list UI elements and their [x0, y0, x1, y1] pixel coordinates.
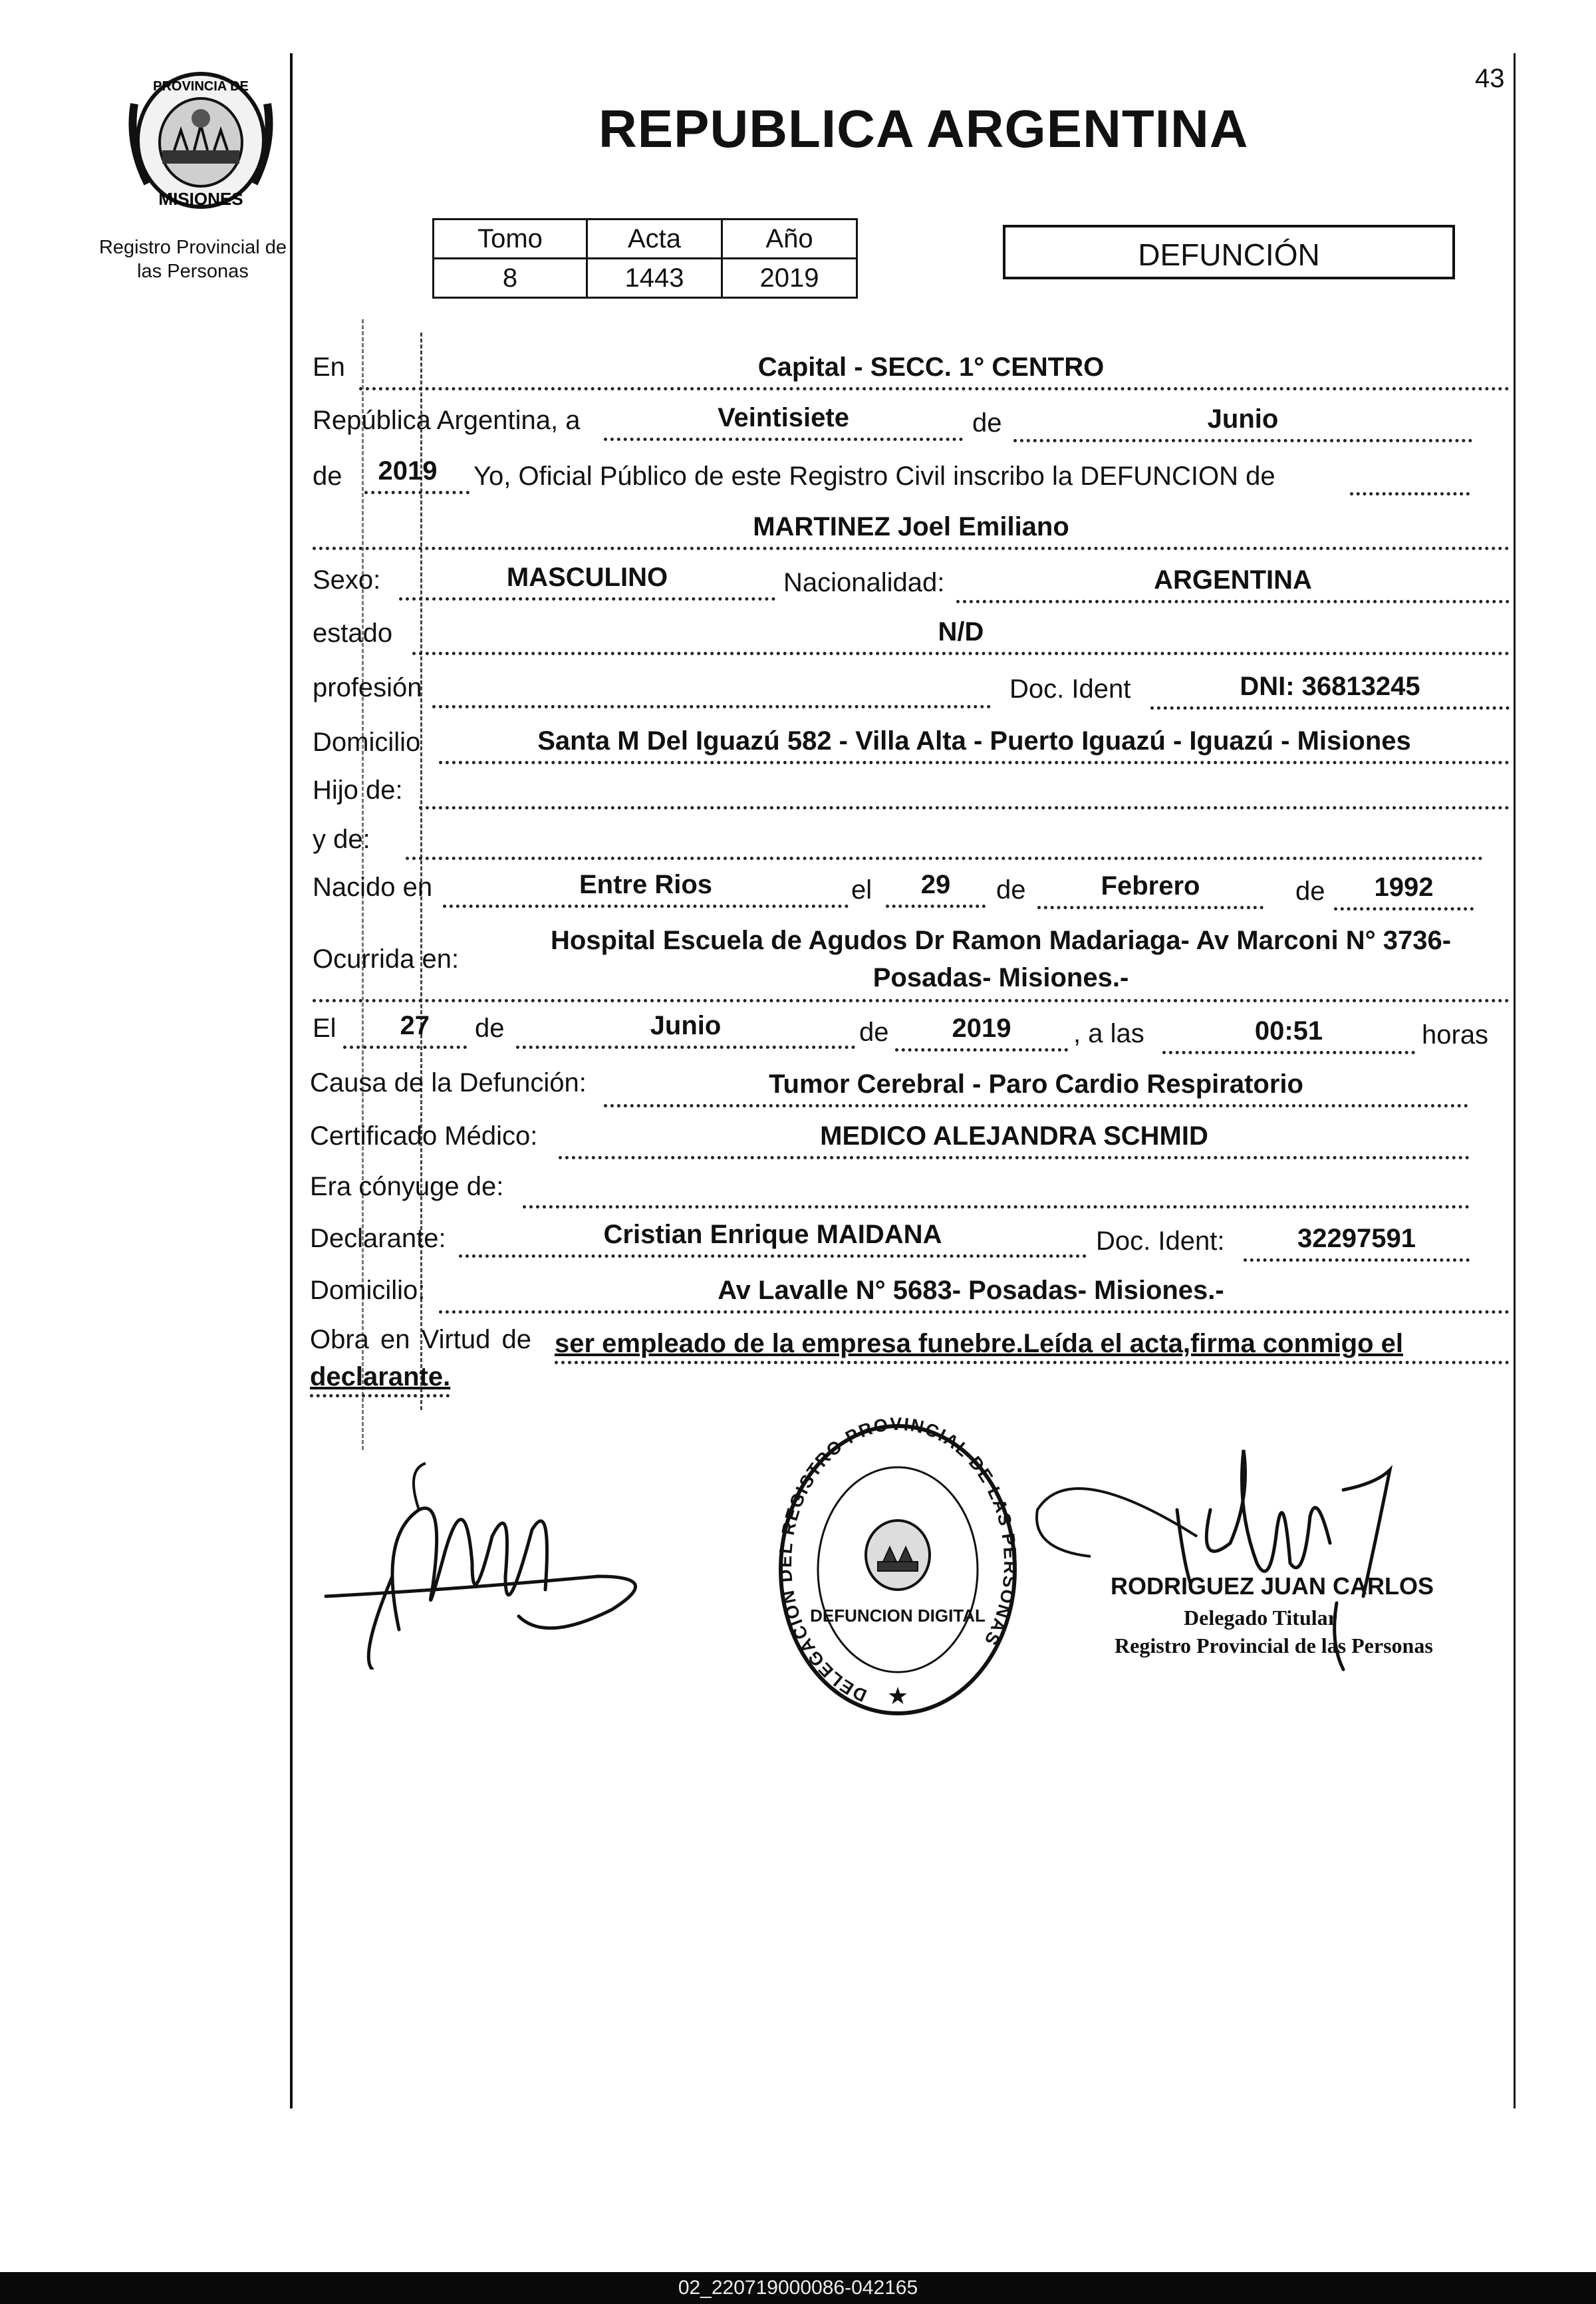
- label-nacionalidad: Nacionalidad:: [783, 568, 945, 597]
- label-de-3: de: [996, 875, 1026, 905]
- label-de-1: de: [972, 408, 1002, 438]
- dots-y-de: [406, 857, 1483, 860]
- dots-nac-mes: [1037, 906, 1264, 909]
- dots-def-dia: [343, 1046, 467, 1049]
- page-title: REPUBLICA ARGENTINA: [598, 99, 1249, 158]
- label-conyuge: Era cónyuge de:: [310, 1172, 504, 1201]
- dots-hijo-de: [419, 806, 1510, 809]
- value-def-dia: 27: [400, 1011, 430, 1040]
- label-a-las: , a las: [1073, 1019, 1144, 1048]
- value-estado: N/D: [938, 617, 984, 647]
- dots-nombre: [313, 547, 1510, 550]
- seal-outer-text: DELEGACION DEL REGISTRO PROVINCIAL DE LAS PERSONAS: [775, 1417, 1021, 1706]
- svg-text:PROVINCIA DE: PROVINCIA DE: [153, 79, 249, 94]
- label-causa: Causa de la Defunción:: [310, 1068, 587, 1097]
- document-code-footer: 02_220719000086-042165: [0, 2272, 1596, 2304]
- seal-inner-text: DEFUNCION DIGITAL: [810, 1606, 986, 1626]
- dots-declarante-domicilio: [439, 1310, 1510, 1314]
- dots-causa: [604, 1104, 1468, 1107]
- dots-def-mes: [516, 1046, 855, 1049]
- value-nac-mes: Febrero: [1101, 871, 1200, 901]
- value-def-mes: Junio: [650, 1011, 722, 1040]
- dots-dia: [604, 438, 963, 441]
- value-nac-dia: 29: [920, 870, 951, 899]
- dots-declarante: [459, 1254, 1087, 1258]
- label-horas: horas: [1422, 1020, 1489, 1050]
- value-mes: Junio: [1207, 404, 1279, 434]
- value-nombre: MARTINEZ Joel Emiliano: [753, 512, 1069, 541]
- seal-star: ★: [886, 1683, 909, 1710]
- value-certificado: MEDICO ALEJANDRA SCHMID: [820, 1121, 1208, 1151]
- label-hijo-de: Hijo de:: [313, 776, 403, 805]
- signatory-name: RODRIGUEZ JUAN CARLOS: [1111, 1572, 1434, 1600]
- acta-value: 1443: [587, 259, 722, 298]
- dots-dni: [1150, 706, 1510, 710]
- dots-oficial: [1350, 492, 1470, 496]
- province-crest: [121, 64, 281, 217]
- official-seal: [771, 1417, 1024, 1723]
- label-republica: República Argentina, a: [313, 406, 581, 435]
- dots-anio: [364, 491, 469, 494]
- dots-nacionalidad: [956, 600, 1510, 603]
- dots-declarante-doc: [1244, 1258, 1470, 1262]
- record-type-box: DEFUNCIÓN: [1003, 225, 1455, 279]
- label-oficial: Yo, Oficial Público de este Registro Civil inscribo la DEFUNCION de: [473, 462, 1275, 491]
- dots-sexo: [399, 597, 775, 601]
- registry-name: Registro Provincial de las Personas: [98, 237, 287, 282]
- official-signature: [1031, 1430, 1470, 1709]
- anio-header: Año: [722, 219, 857, 259]
- label-estado: estado: [313, 619, 393, 648]
- dots-profesion: [432, 705, 991, 708]
- label-doc-ident-2: Doc. Ident:: [1096, 1226, 1225, 1256]
- value-def-hora: 00:51: [1254, 1016, 1323, 1046]
- label-domicilio: Domicilio: [313, 728, 421, 757]
- value-nacido-en: Entre Rios: [579, 870, 713, 899]
- label-de-5: de: [475, 1014, 505, 1043]
- value-domicilio: Santa M Del Iguazú 582 - Villa Alta - Puerto Iguazú - Iguazú - Misiones: [537, 726, 1411, 756]
- value-anio: 2019: [378, 456, 438, 486]
- value-dia-letras: Veintisiete: [718, 403, 849, 432]
- value-nac-anio: 1992: [1374, 873, 1434, 902]
- label-ocurrida-en: Ocurrida en:: [313, 944, 460, 974]
- page-number: 43: [1475, 64, 1505, 93]
- value-ocurrida-2: Posadas- Misiones.-: [872, 963, 1129, 992]
- dots-lugar: [359, 387, 1510, 390]
- label-profesion: profesión: [313, 673, 422, 702]
- label-domicilio-2: Domicilio:: [310, 1276, 426, 1305]
- right-margin-line: [1514, 53, 1516, 2108]
- record-table: [432, 218, 858, 299]
- svg-text:MISIONES: MISIONES: [158, 189, 243, 209]
- value-nacionalidad: ARGENTINA: [1154, 565, 1312, 595]
- dots-nac-dia: [886, 905, 986, 908]
- anio-value: 2019: [722, 259, 857, 298]
- dots-def-anio: [895, 1048, 1068, 1052]
- label-y-de: y de:: [313, 825, 370, 854]
- dots-estado: [412, 652, 1510, 655]
- dots-closing-2: [310, 1394, 450, 1397]
- signatory-org: Registro Provincial de las Personas: [1115, 1634, 1433, 1657]
- label-sexo: Sexo:: [313, 565, 381, 595]
- label-de-6: de: [859, 1018, 889, 1047]
- value-closing-1: ser empleado de la empresa funebre.Leída el acta,firma conmigo el: [555, 1329, 1404, 1358]
- label-nacido-en: Nacido en: [313, 873, 433, 902]
- value-declarante-doc: 32297591: [1297, 1224, 1416, 1253]
- left-margin-line: [290, 53, 293, 2108]
- value-sexo: MASCULINO: [506, 563, 668, 592]
- acta-header: Acta: [587, 219, 722, 259]
- label-el: el: [851, 875, 872, 905]
- signatory-role: Delegado Titular: [1184, 1606, 1337, 1630]
- label-declarante: Declarante:: [310, 1224, 446, 1253]
- value-ocurrida-1: Hospital Escuela de Agudos Dr Ramon Madariaga- Av Marconi N° 3736-: [550, 926, 1452, 955]
- label-de-2: de: [313, 462, 342, 491]
- value-closing-2: declarante.: [310, 1362, 451, 1391]
- dots-certificado: [559, 1156, 1470, 1159]
- label-el-cap: El: [313, 1014, 336, 1043]
- value-declarante-domicilio: Av Lavalle N° 5683- Posadas- Misiones.-: [718, 1276, 1224, 1305]
- dots-def-hora: [1162, 1051, 1415, 1054]
- value-def-anio: 2019: [952, 1014, 1011, 1043]
- declarant-signature: [319, 1457, 692, 1669]
- dots-domicilio: [439, 761, 1510, 764]
- tomo-value: 8: [434, 259, 587, 298]
- value-declarante: Cristian Enrique MAIDANA: [603, 1220, 942, 1249]
- tomo-header: Tomo: [434, 219, 587, 259]
- label-obra-en: Obra en Virtud de: [310, 1325, 532, 1354]
- dots-conyuge: [523, 1205, 1470, 1209]
- dots-mes: [1013, 439, 1472, 442]
- dots-closing: [555, 1361, 1510, 1364]
- label-certificado: Certificado Médico:: [310, 1121, 538, 1151]
- value-lugar: Capital - SECC. 1° CENTRO: [757, 353, 1105, 382]
- dots-nacido-en: [443, 905, 849, 908]
- label-de-4: de: [1295, 877, 1325, 906]
- value-causa: Tumor Cerebral - Paro Cardio Respiratorio: [769, 1070, 1303, 1099]
- dots-ocurrida: [313, 999, 1510, 1002]
- value-dni: DNI: 36813245: [1240, 672, 1420, 701]
- label-doc-ident: Doc. Ident: [1009, 674, 1131, 704]
- dots-nac-anio: [1334, 907, 1474, 911]
- label-en: En: [313, 353, 345, 382]
